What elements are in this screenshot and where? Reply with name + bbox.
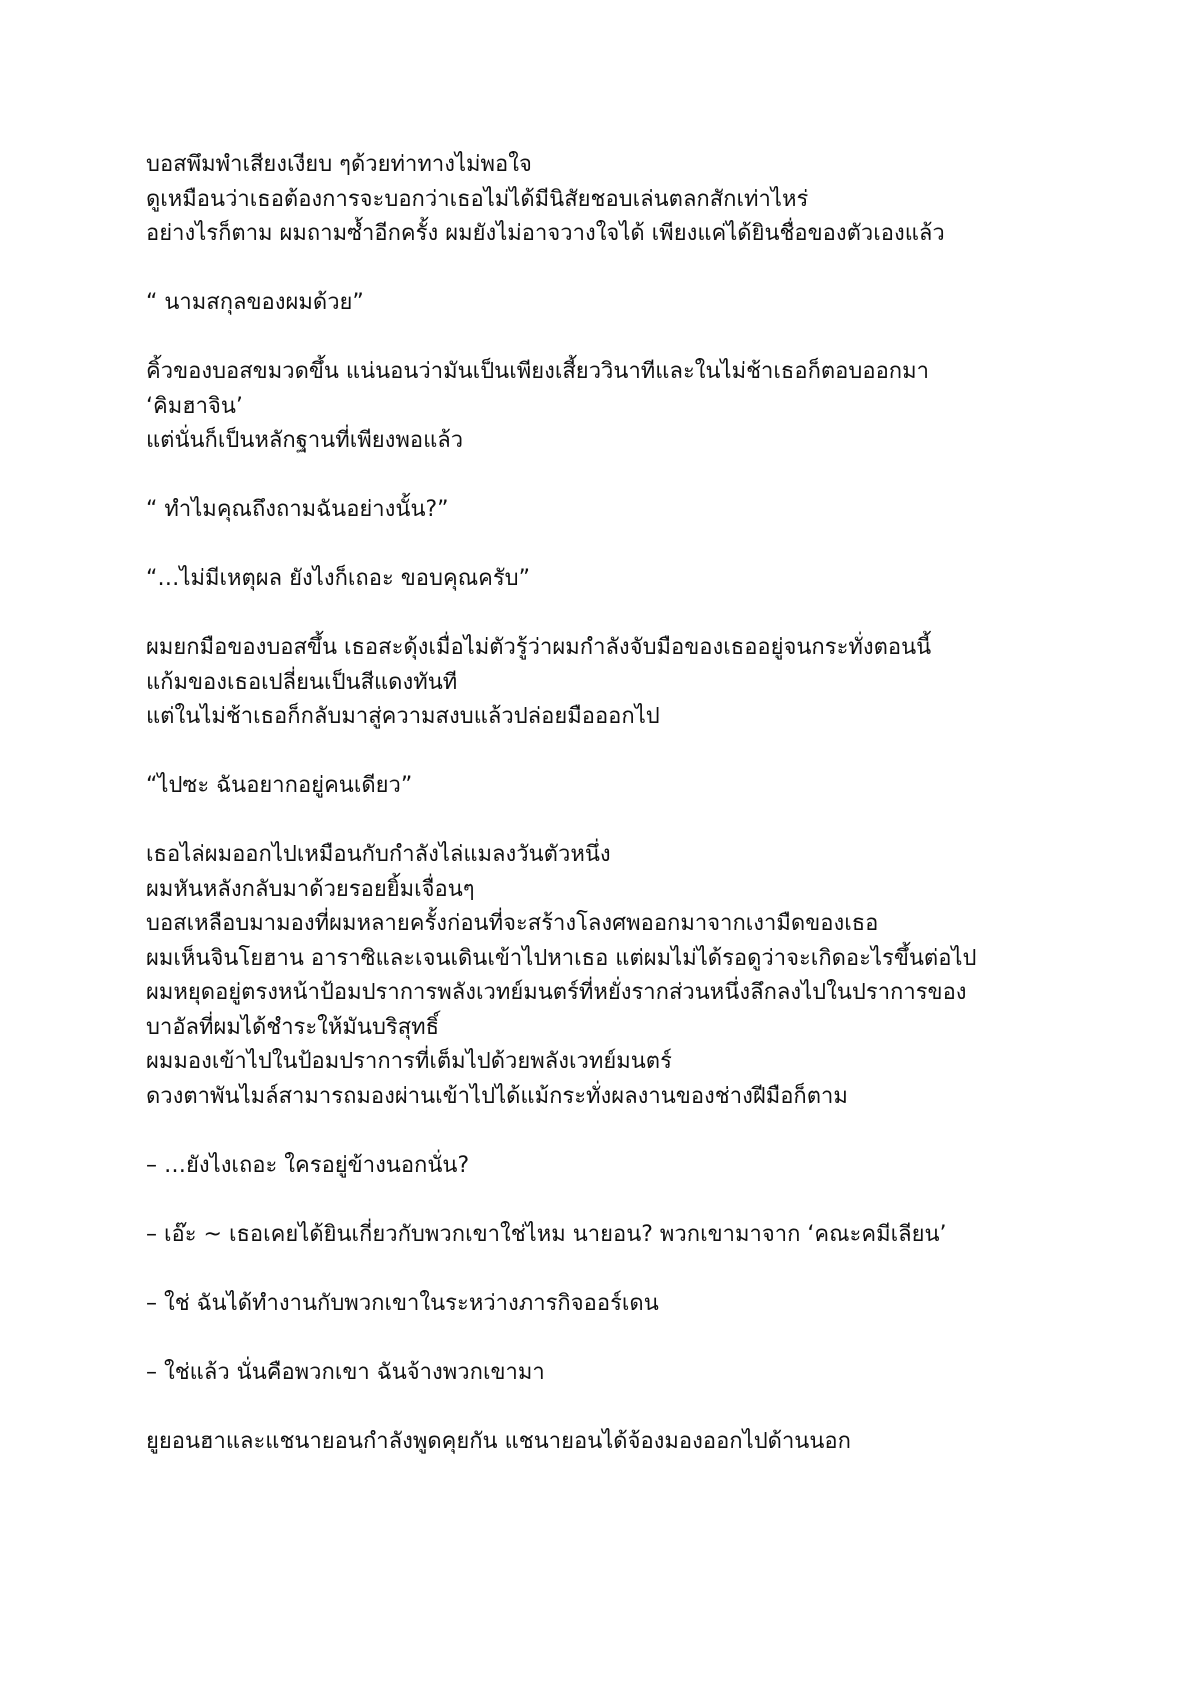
text-line: – ใช่แล้ว นั่นคือพวกเขา ฉันจ้างพวกเขามา [146, 1359, 545, 1385]
text-line: ผมหันหลังกลับมาด้วยรอยยิ้มเจื่อนๆ [146, 876, 475, 902]
text-line: ‘คิมฮาจิน’ [146, 393, 243, 419]
text-line: ดวงตาพันไมล์สามารถมองผ่านเข้าไปได้แม้กระทั่งผลงานของช่างฝีมือก็ตาม [146, 1083, 848, 1109]
paragraph [146, 1356, 1076, 1391]
text-line: บอสพึมพำเสียงเงียบ ๆด้วยท่าทางไม่พอใจ [146, 152, 532, 177]
text-line: บอสเหลือบมามองที่ผมหลายครั้งก่อนที่จะสร้างโลงศพออกมาจากเงามืดของเธอ [146, 911, 879, 936]
paragraph [146, 1149, 1076, 1184]
paragraph [146, 769, 1076, 804]
text-line: “ ทำไมคุณถึงถามฉันอย่างนั้น?” [146, 497, 449, 522]
paragraph [146, 1218, 1076, 1253]
text-line: อย่างไรก็ตาม ผมถามซ้ำอีกครั้ง ผมยังไม่อาจวางใจได้ เพียงแค่ได้ยินชื่อของตัวเองแล้ว [146, 221, 945, 246]
paragraph [146, 838, 1076, 1114]
text-line: ยูยอนฮาและแชนายอนกำลังพูดคุยกัน แชนายอนได้จ้องมองออกไปด้านนอก [146, 1428, 851, 1454]
paragraph [146, 148, 1076, 252]
text-line: แต่นั่นก็เป็นหลักฐานที่เพียงพอแล้ว [146, 428, 464, 453]
text-line: บาอัลที่ผมได้ชำระให้มันบริสุทธิ์ [146, 1014, 440, 1040]
text-line: – …ยังไงเถอะ ใครอยู่ข้างนอกนั่น? [146, 1152, 470, 1178]
text-line: แต่ในไม่ช้าเธอก็กลับมาสู่ความสงบแล้วปล่อยมือออกไป [146, 704, 660, 729]
text-line: – เอ๊ะ ~ เธอเคยได้ยินเกี่ยวกับพวกเขาใช่ไหม นายอน? พวกเขามาจาก ‘คณะคมีเลียน’ [146, 1221, 947, 1247]
text-line: ผมมองเข้าไปในป้อมปราการที่เต็มไปด้วยพลังเวทย์มนตร์ [146, 1049, 672, 1074]
text-line: ผมเห็นจินโยฮาน อาราซิและเจนเดินเข้าไปหาเธอ แต่ผมไม่ได้รอดูว่าจะเกิดอะไรขึ้นต่อไป [146, 945, 977, 971]
text-line: ผมยกมือของบอสขึ้น เธอสะดุ้งเมื่อไม่ตัวรู้ว่าผมกำลังจับมือของเธออยู่จนกระทั่งตอนนี้ [146, 635, 932, 660]
text-line: – ใช่ ฉันได้ทำงานกับพวกเขาในระหว่างภารกิจออร์เดน [146, 1290, 659, 1316]
text-line: “…ไม่มีเหตุผล ยังไงก็เถอะ ขอบคุณครับ” [146, 566, 531, 591]
paragraph [146, 631, 1076, 735]
text-line: แก้มของเธอเปลี่ยนเป็นสีแดงทันที [146, 669, 458, 695]
paragraph [146, 493, 1076, 528]
paragraph [146, 286, 1076, 321]
text-line: “ นามสกุลของผมด้วย” [146, 290, 364, 315]
text-line: ดูเหมือนว่าเธอต้องการจะบอกว่าเธอไม่ได้มีนิสัยชอบเล่นตลกสักเท่าไหร่ [146, 186, 809, 212]
text-line: “ไปซะ ฉันอยากอยู่คนเดียว” [146, 773, 413, 798]
paragraph [146, 1287, 1076, 1322]
text-line: เธอไล่ผมออกไปเหมือนกับกำลังไล่แมลงวันตัวหนึ่ง [146, 842, 611, 867]
paragraph [146, 1425, 1076, 1460]
paragraph [146, 562, 1076, 597]
text-line: ผมหยุดอยู่ตรงหน้าป้อมปราการพลังเวทย์มนตร์ที่หยั่งรากส่วนหนึ่งลึกลงไปในปราการของ [146, 980, 967, 1005]
text-line: คิ้วของบอสขมวดขึ้น แน่นอนว่ามันเป็นเพียงเสี้ยววินาทีและในไม่ช้าเธอก็ตอบออกมา [146, 359, 929, 384]
document-body [146, 148, 1076, 1494]
paragraph [146, 355, 1076, 459]
